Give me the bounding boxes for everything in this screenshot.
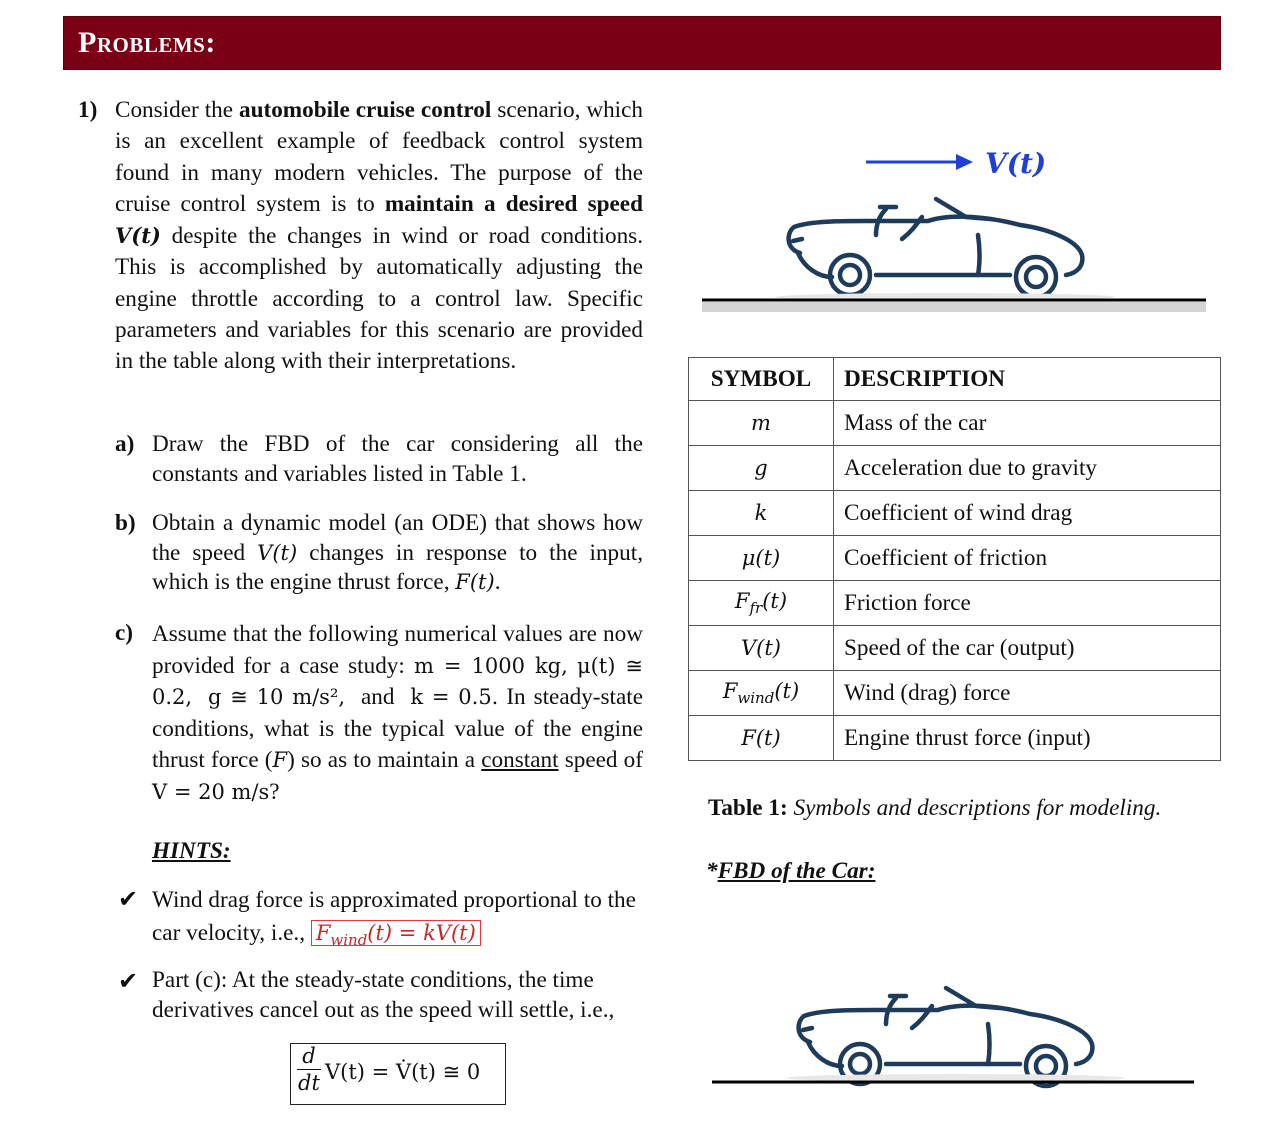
car-icon — [789, 199, 1083, 297]
part-b-label: b) — [115, 510, 136, 536]
table-header-symbol: SYMBOL — [689, 358, 834, 401]
checkmark-icon: ✔ — [118, 885, 139, 913]
description-cell: Wind (drag) force — [834, 671, 1221, 716]
section-title: Problems: — [78, 26, 216, 59]
table-row — [689, 446, 1221, 491]
checkmark-icon: ✔ — [118, 967, 139, 995]
hint-1: Wind drag force is approximated proportional to the car velocity, i.e., $F_{wind}(t) = kV(t)$ — [152, 887, 636, 950]
table-row — [689, 716, 1221, 761]
symbol-cell: F(t) — [689, 716, 834, 761]
table-row — [689, 671, 1221, 716]
hints-title: HINTS: — [152, 838, 231, 864]
description-cell: Acceleration due to gravity — [834, 446, 1221, 491]
description-cell: Coefficient of friction — [834, 536, 1221, 581]
derivative-fraction: d dt — [298, 1044, 320, 1095]
table-row — [689, 491, 1221, 536]
part-a-label: a) — [115, 431, 135, 457]
symbol-cell: $F_{fr}(t)$ — [689, 581, 834, 626]
car-figure-fbd — [700, 930, 1210, 1100]
hint-2: Part (c): At the steady-state conditions, the time derivatives cancel out as the speed will settle, i.e., — [152, 967, 615, 1023]
symbols-table — [688, 357, 1221, 761]
table-row — [689, 536, 1221, 581]
part-a-text: Draw the FBD of the car considering all the constants and variables listed in Table 1. — [152, 431, 643, 487]
symbol-cell: g — [689, 446, 834, 491]
symbol-cell: V(t) — [689, 626, 834, 671]
description-cell: Friction force — [834, 581, 1221, 626]
car-icon — [799, 988, 1093, 1086]
table-header-row — [689, 358, 1221, 401]
derivative-equation: V(t) = V̇(t) ≅ 0 — [325, 1060, 481, 1084]
fbd-title: *FBD of the Car: — [706, 858, 876, 884]
description-cell: Speed of the car (output) — [834, 626, 1221, 671]
part-b-text: Obtain a dynamic model (an ODE) that shows how the speed V(t) changes in response to the input, which is the engine thrust force, F(t). — [152, 510, 643, 595]
description-cell: Engine thrust force (input) — [834, 716, 1221, 761]
car-figure-top — [690, 125, 1220, 325]
part-c-text: Assume that the following numerical values are now provided for a case study: m = 1000 kg, μ(t) ≅ 0.2, g ≅ 10 m/s², and k = 0.5. In steady-state conditions, what is the typical value of the engine thrust force (F) so as to maintain a constant speed of V = 20 m/s? — [152, 621, 644, 805]
derivative-equation-box — [290, 1043, 506, 1105]
ground-hatch — [702, 302, 1206, 312]
problem-number: 1) — [78, 97, 98, 123]
problem-intro: Consider the automobile cruise control scenario, which is an excellent example of feedback control system found in many modern vehicles. The purpose of the cruise control system is to maintain a desired speed V(t) despite the changes in wind or road conditions. This is accomplished by automatically adjusting the engine throttle according to a control law. Specific parameters and variables for this scenario are provided in the table along with their interpretations. — [115, 97, 644, 375]
table-row — [689, 626, 1221, 671]
description-cell: Mass of the car — [834, 401, 1221, 446]
symbol-cell: m — [689, 401, 834, 446]
part-c-label: c) — [115, 620, 134, 646]
symbol-cell: μ(t) — [689, 536, 834, 581]
table-header-description: DESCRIPTION — [834, 358, 1221, 401]
table-caption: Table 1: Symbols and descriptions for modeling. — [708, 795, 1162, 821]
symbol-cell: k — [689, 491, 834, 536]
wind-force-formula: $F_{wind}(t) = kV(t)$ — [311, 920, 481, 946]
section-banner — [63, 16, 1221, 70]
velocity-label: V(t) — [985, 147, 1047, 180]
table-row — [689, 401, 1221, 446]
description-cell: Coefficient of wind drag — [834, 491, 1221, 536]
arrowhead-icon — [956, 154, 973, 170]
symbol-cell: $F_{wind}(t)$ — [689, 671, 834, 716]
table-row — [689, 581, 1221, 626]
